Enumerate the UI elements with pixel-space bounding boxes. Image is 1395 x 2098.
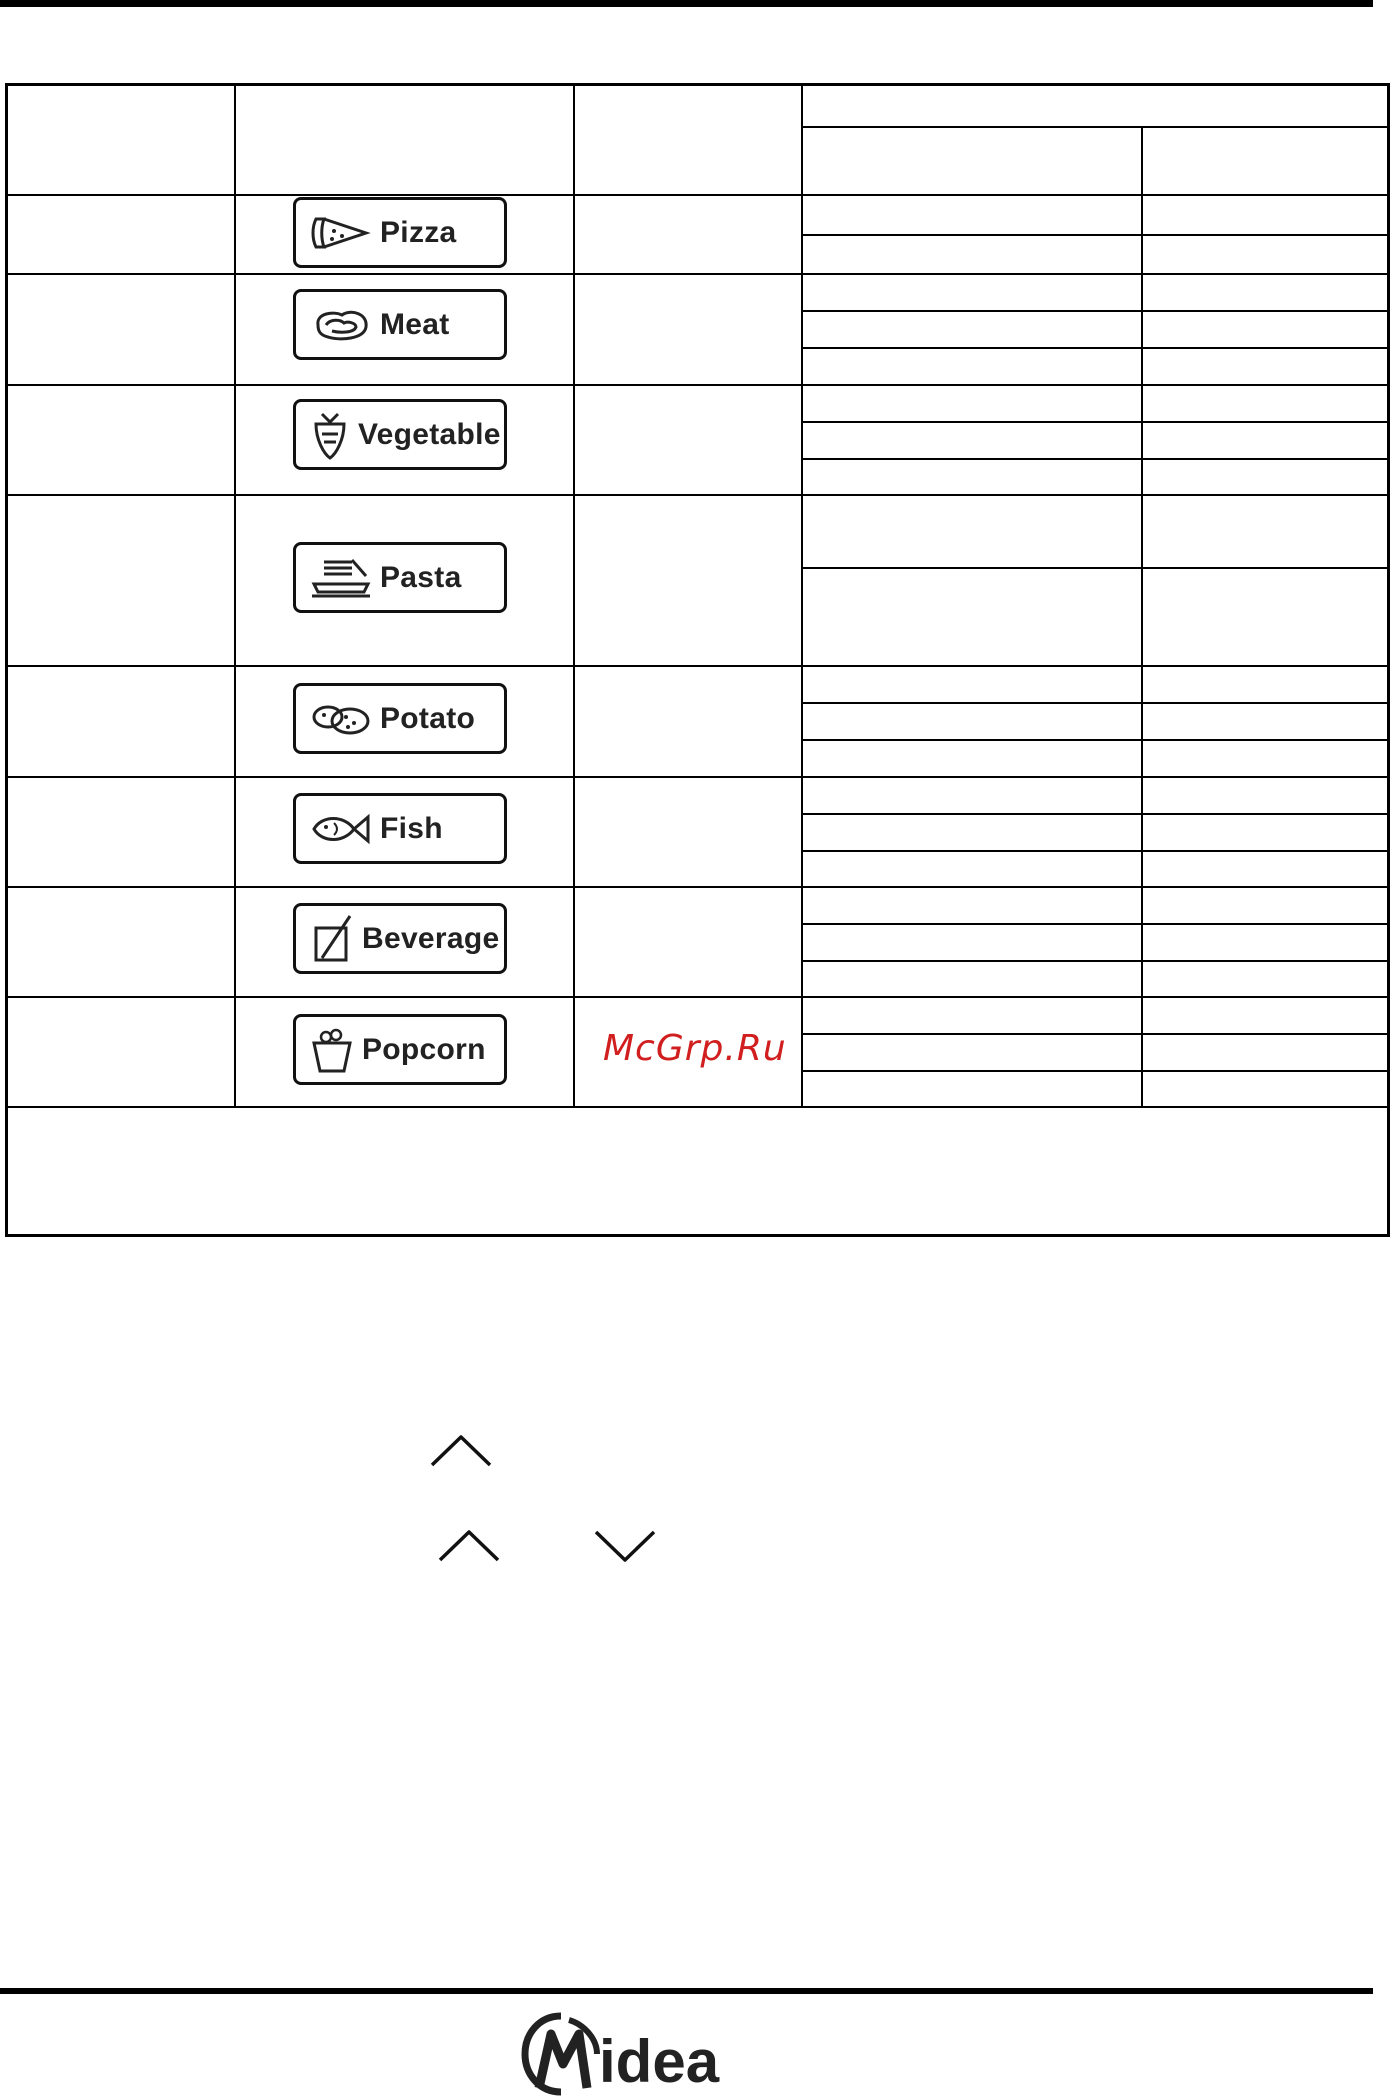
cup-icon [310,914,354,964]
subrow-line [801,923,1390,925]
watermark: McGrp.Ru [603,1028,787,1069]
meat-icon [310,303,372,347]
popcorn-icon [310,1025,354,1075]
col-divider [801,86,803,1106]
subrow-line [801,813,1390,815]
potato-icon [310,697,372,741]
meat-label: Meat [380,307,450,341]
subrow-line [801,960,1390,962]
popcorn-label: Popcorn [362,1032,486,1066]
row-separator [8,273,1390,275]
subrow-line [801,234,1390,236]
row-separator [8,776,1390,778]
popcorn-button-illustration [293,1014,507,1085]
pasta-icon [310,556,372,600]
subrow-line [801,850,1390,852]
col-divider [234,86,236,1106]
chevron-up-icon [436,1526,502,1566]
subrow-line [801,567,1390,569]
header-subline [801,126,1390,128]
header-bottom [8,194,1390,196]
row-separator [8,665,1390,667]
pizza-label: Pizza [380,215,457,249]
chevron-up-icon [428,1431,494,1471]
potato-label: Potato [380,701,476,735]
row-separator [8,384,1390,386]
pasta-button-illustration [293,542,507,613]
bottom-rule [0,1988,1373,1994]
subrow-line [801,739,1390,741]
midea-m-emblem [517,2010,605,2098]
subrow-line [801,421,1390,423]
pizza-button-illustration [293,197,507,268]
subrow-line [801,310,1390,312]
subrow-line [801,1070,1390,1072]
fish-icon [310,807,372,851]
vegetable-button-illustration [293,399,507,470]
top-rule [0,0,1373,7]
midea-logo [517,2010,777,2098]
logo-wordmark: idea [599,2028,720,2095]
pizza-icon [310,211,372,255]
chevron-down-icon [592,1526,658,1566]
row-separator [8,494,1390,496]
row-separator [8,886,1390,888]
beverage-button-illustration [293,903,507,974]
row-separator [8,1106,1390,1108]
fish-button-illustration [293,793,507,864]
potato-button-illustration [293,683,507,754]
vegetable-label: Vegetable [358,417,501,451]
fish-label: Fish [380,811,443,845]
row-separator [8,996,1390,998]
subrow-line [801,458,1390,460]
beverage-label: Beverage [362,921,500,955]
carrot-icon [310,410,350,460]
subrow-line [801,347,1390,349]
subrow-line [801,702,1390,704]
col-divider [573,86,575,1106]
meat-button-illustration [293,289,507,360]
pasta-label: Pasta [380,560,462,594]
subrow-line [801,1033,1390,1035]
